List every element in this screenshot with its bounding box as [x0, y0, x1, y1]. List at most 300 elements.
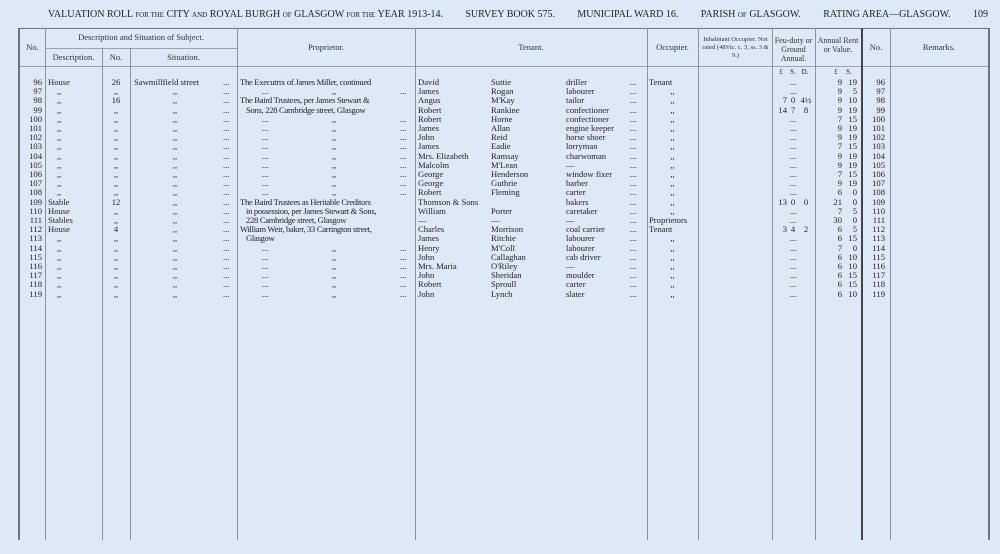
subject-description: ,,	[57, 159, 62, 170]
title-part: FOR THE	[135, 11, 165, 19]
proprietor: 228 Cambridge street, Glasgow	[246, 215, 347, 225]
situation-dots: ...	[223, 242, 230, 253]
occupier: Tenant	[649, 224, 673, 235]
tenant-surname: O'Riley	[491, 261, 518, 271]
tenant-occupation: lorryman	[566, 141, 598, 152]
situation-dots: ...	[223, 141, 230, 152]
rent-shillings: 0	[852, 215, 857, 225]
proprietor-dots: ...	[262, 159, 269, 170]
tenant-surname: M'Kay	[491, 95, 515, 106]
rent-shillings: 0	[852, 196, 857, 207]
tenant-first-name: James	[418, 233, 440, 244]
rent-pounds: 9	[837, 132, 842, 143]
proprietor-dots: ...	[262, 150, 269, 161]
subject-situation: ,,	[172, 95, 178, 106]
tenant-occupation: charwoman	[566, 150, 607, 161]
subject-description: ,,	[57, 86, 62, 97]
entry-no-right: 100	[872, 113, 885, 124]
tenant-occupation: horse shoer	[566, 132, 606, 143]
feu-pence: 0	[803, 196, 809, 207]
occupier: ,,	[670, 205, 675, 216]
tenant-first-name: James	[418, 123, 440, 133]
feu-pence: 2	[803, 224, 809, 235]
subject-situation: ,,	[172, 270, 178, 281]
tenant-occupation: slater	[566, 288, 585, 299]
rent-pounds: 9	[837, 95, 842, 106]
rent-shillings: 15	[848, 279, 857, 290]
tenant-dots: ...	[630, 178, 637, 189]
tenant-surname: Sproull	[491, 279, 517, 290]
tenant-occupation: driller	[566, 77, 587, 87]
rent-shillings: 19	[848, 150, 857, 161]
parish-label: PARISH	[700, 9, 736, 20]
tenant-surname: Rankine	[491, 104, 520, 115]
tenant-occupation: coal carrier	[566, 224, 605, 235]
subject-number: ,,	[113, 233, 119, 244]
rent-pounds: 6	[837, 270, 842, 281]
tenant-surname: M'Coll	[491, 242, 515, 253]
tenant-first-name: John	[418, 251, 435, 262]
proprietor: William Weir, baker, 33 Carrington street,	[240, 224, 372, 235]
occupier: ,,	[670, 233, 675, 244]
proprietor-ditto: ,,	[332, 169, 337, 179]
tenant-first-name: Henry	[418, 242, 440, 253]
col-divider	[815, 28, 816, 540]
col-header-desc-group: Description and Situation of Subject.	[78, 32, 204, 42]
occupier: ,,	[670, 288, 675, 299]
tenant-dots: ...	[630, 224, 637, 235]
tenant-surname: Eadie	[491, 141, 511, 152]
entry-no-right: 103	[872, 141, 885, 152]
tenant-dots: ...	[630, 150, 637, 161]
tenant-occupation: bakers	[566, 196, 589, 207]
subject-number: ,,	[113, 270, 119, 281]
tenant-dots: ...	[630, 288, 637, 299]
proprietor: in possession, per James Stewart & Sons,	[246, 205, 377, 216]
tenant-surname: Reid	[491, 132, 508, 143]
feu-pounds: 7	[782, 95, 787, 106]
situation-dots: ...	[223, 279, 230, 290]
tenant-dots: ...	[630, 77, 637, 87]
proprietor-dots: ...	[400, 150, 407, 161]
tenant-dots: ...	[630, 242, 637, 253]
municipal-ward: MUNICIPAL WARD 16.	[577, 9, 679, 20]
proprietor-dots: ...	[262, 261, 269, 271]
proprietor-dots: ...	[400, 279, 407, 290]
subject-number: 26	[111, 77, 121, 87]
rent-shillings: 10	[848, 261, 857, 271]
proprietor-dots: ...	[262, 242, 269, 253]
tenant-dots: ...	[630, 104, 637, 115]
proprietor-dots: ...	[400, 261, 407, 271]
col-header-no: No.	[26, 42, 39, 52]
occupier: ,,	[670, 270, 675, 281]
col-divider	[45, 28, 46, 540]
rent-shillings: 15	[848, 141, 857, 152]
entry-no: 102	[29, 132, 42, 143]
occupier: ,,	[670, 86, 675, 97]
subject-situation: ,,	[172, 215, 178, 225]
col-divider	[890, 28, 891, 540]
tenant-surname: Horne	[491, 113, 513, 124]
subject-description: ,,	[57, 150, 62, 161]
proprietor-dots: ...	[262, 288, 269, 299]
subject-situation: ,,	[172, 123, 178, 133]
rent-pounds: 6	[837, 279, 842, 290]
feu-duty: ...	[789, 123, 797, 133]
subject-description: Stable	[48, 196, 70, 207]
situation-dots: ...	[223, 205, 230, 216]
title-part: VALUATION ROLL	[48, 9, 133, 20]
proprietor-dots: ...	[262, 270, 269, 281]
subject-situation: ,,	[172, 104, 178, 115]
subject-number: ,,	[113, 288, 119, 299]
entry-no-right: 101	[872, 123, 885, 133]
tenant-dots: ...	[630, 113, 637, 124]
subject-description: House	[48, 205, 70, 216]
rent-pounds: 30	[833, 215, 842, 225]
situation-dots: ...	[223, 187, 230, 198]
feu-shillings: 4	[790, 224, 796, 235]
subject-number: ,,	[113, 215, 119, 225]
proprietor-dots: ...	[400, 113, 407, 124]
feu-duty: ...	[789, 77, 797, 87]
tenant-first-name: —	[418, 215, 427, 225]
situation-dots: ...	[223, 196, 230, 207]
col-header-no2: No.	[869, 42, 883, 52]
entry-no-right: 104	[872, 150, 885, 161]
tenant-dots: ...	[630, 205, 637, 216]
situation-dots: ...	[223, 77, 230, 87]
proprietor-dots: ...	[262, 187, 269, 198]
entry-no-right: 97	[876, 86, 885, 97]
proprietor-dots: ...	[400, 123, 407, 133]
subject-description: ,,	[57, 233, 62, 244]
entry-no: 100	[29, 113, 42, 124]
situation-dots: ...	[223, 288, 230, 299]
tenant-dots: ...	[630, 187, 637, 198]
subject-number: ,,	[113, 187, 119, 198]
feu-duty: ...	[789, 178, 797, 189]
subject-situation: ,,	[172, 159, 178, 170]
situation-dots: ...	[223, 132, 230, 143]
feu-duty: ...	[789, 159, 797, 170]
table-top-border	[18, 28, 990, 29]
proprietor-dots: ...	[262, 86, 269, 97]
feu-unit-pence: D.	[801, 68, 809, 76]
feu-duty: ...	[789, 205, 797, 216]
rent-pounds: 6	[837, 224, 842, 235]
subject-number: 4	[113, 224, 119, 235]
proprietor-ditto: ,,	[332, 270, 337, 281]
feu-unit-shillings: S.	[790, 68, 796, 76]
entry-no-right: 113	[872, 233, 885, 244]
rent-shillings: 15	[848, 113, 857, 124]
rent-pounds: 7	[837, 141, 842, 152]
subject-situation: ,,	[172, 205, 178, 216]
subject-number: 16	[111, 95, 121, 106]
rent-shillings: 15	[848, 270, 857, 281]
subject-situation: ,,	[172, 288, 178, 299]
subject-situation: Sawmillfield street	[134, 77, 200, 87]
occupier: ,,	[670, 95, 675, 106]
rent-shillings: 19	[848, 178, 857, 189]
tenant-surname: Morrison	[491, 224, 523, 235]
proprietor-dots: ...	[262, 169, 269, 179]
proprietor-dots: ...	[400, 242, 407, 253]
rent-shillings: 19	[848, 132, 857, 143]
tenant-first-name: Robert	[418, 279, 442, 290]
rent-pounds: 6	[837, 233, 842, 244]
tenant-surname: Ramsay	[491, 150, 519, 161]
proprietor: The Baird Trustees as Heritable Creditors	[240, 196, 371, 207]
subject-number: ,,	[113, 251, 119, 262]
feu-duty: ...	[789, 187, 797, 198]
subject-description: ,,	[57, 270, 62, 281]
occupier: ,,	[670, 279, 675, 290]
entry-no-right: 110	[872, 205, 885, 216]
rent-shillings: 15	[848, 169, 857, 179]
page-number: 109	[972, 9, 988, 20]
entry-no: 105	[29, 159, 42, 170]
col-header-occupier: Occupier.	[656, 42, 689, 52]
situation-dots: ...	[223, 224, 230, 235]
tenant-occupation: carter	[566, 187, 586, 198]
tenant-occupation: labourer	[566, 233, 595, 244]
col-divider	[698, 28, 699, 540]
subject-number: ,,	[113, 279, 119, 290]
tenant-dots: ...	[630, 279, 637, 290]
header-bottom-border	[18, 66, 990, 67]
subject-number: ,,	[113, 123, 119, 133]
subject-description: ,,	[57, 242, 62, 253]
occupier: ,,	[670, 178, 675, 189]
proprietor-dots: ...	[262, 132, 269, 143]
subject-description: Stables	[48, 215, 73, 225]
rent-pounds: 6	[837, 261, 842, 271]
feu-pence: 8	[803, 104, 809, 115]
rent-pounds: 7	[837, 205, 842, 216]
occupier: ,,	[670, 261, 675, 271]
entry-no-right: 109	[872, 196, 885, 207]
proprietor-ditto: ,,	[332, 187, 337, 198]
rent-pounds: 6	[837, 251, 842, 262]
subject-description: ,,	[57, 251, 62, 262]
tenant-first-name: Angus	[418, 95, 441, 106]
subject-situation: ,,	[172, 132, 178, 143]
subject-number: 12	[111, 196, 121, 207]
subject-situation: ,,	[172, 279, 178, 290]
rent-shillings: 19	[848, 123, 857, 133]
occupier: Proprietors	[649, 215, 688, 225]
parish-name: GLASGOW.	[749, 9, 801, 20]
entry-no-right: 116	[872, 261, 885, 271]
entry-no-right: 102	[872, 132, 885, 143]
entry-no-right: 112	[872, 224, 885, 235]
entry-no: 107	[29, 178, 42, 189]
feu-unit-pounds: £	[779, 68, 783, 76]
entry-no-right: 96	[876, 77, 885, 87]
proprietor-ditto: ,,	[332, 242, 337, 253]
tenant-occupation: cab driver	[566, 251, 601, 262]
occupier: ,,	[670, 123, 675, 133]
tenant-first-name: John	[418, 132, 435, 143]
tenant-surname: Suttie	[491, 77, 512, 87]
tenant-occupation: window fixer	[566, 169, 613, 179]
tenant-occupation: —	[566, 215, 575, 225]
proprietor-dots: ...	[400, 169, 407, 179]
tenant-surname: Lynch	[491, 288, 513, 299]
entry-no: 98	[33, 95, 42, 106]
entry-no: 104	[29, 150, 42, 161]
tenant-occupation: moulder	[566, 270, 595, 281]
entry-no-right: 98	[876, 95, 885, 106]
rent-shillings: 19	[848, 77, 857, 87]
feu-duty: ...	[789, 242, 797, 253]
entry-no: 117	[29, 270, 42, 281]
proprietor-dots: ...	[400, 270, 407, 281]
subject-number: ,,	[113, 261, 119, 271]
subject-description: ,,	[57, 113, 62, 124]
feu-duty: ...	[789, 279, 797, 290]
tenant-surname: Fleming	[491, 187, 520, 198]
tenant-occupation: barber	[566, 178, 588, 189]
tenant-dots: ...	[630, 196, 637, 207]
subject-situation: ,,	[172, 233, 178, 244]
tenant-occupation: labourer	[566, 86, 595, 97]
tenant-occupation: confectioner	[566, 113, 609, 124]
rent-unit-shillings: S.	[846, 68, 852, 76]
title-part: OF	[282, 11, 292, 19]
proprietor-dots: ...	[262, 251, 269, 262]
entry-no: 111	[29, 215, 42, 225]
tenant-first-name: William	[418, 205, 446, 216]
col-divider	[415, 28, 416, 540]
situation-dots: ...	[223, 113, 230, 124]
tenant-first-name: Charles	[418, 224, 445, 235]
situation-dots: ...	[223, 178, 230, 189]
col-header-feu: Feu-duty or Ground Annual.	[774, 36, 813, 63]
proprietor-dots: ...	[400, 141, 407, 152]
occupier: ,,	[670, 251, 675, 262]
proprietor-ditto: ,,	[332, 150, 337, 161]
tenant-surname: Rogan	[491, 86, 514, 97]
tenant-surname: Henderson	[491, 169, 529, 179]
proprietor-dots: ...	[400, 86, 407, 97]
subject-description: ,,	[57, 95, 62, 106]
occupier: ,,	[670, 113, 675, 124]
rent-shillings: 19	[848, 104, 857, 115]
rent-shillings: 0	[852, 242, 857, 253]
tenant-dots: ...	[630, 123, 637, 133]
situation-dots: ...	[223, 86, 230, 97]
col-header-rent: Annual Rent or Value.	[817, 36, 859, 54]
subject-situation: ,,	[172, 150, 178, 161]
parish	[701, 9, 801, 20]
tenant-occupation: —	[566, 261, 575, 271]
rent-pounds: 6	[837, 288, 842, 299]
rent-shillings: 19	[848, 159, 857, 170]
subject-number: ,,	[113, 150, 119, 161]
feu-shillings: 0	[790, 196, 796, 207]
tenant-surname: Porter	[491, 205, 513, 216]
subject-number: ,,	[113, 141, 119, 152]
rating-area: RATING AREA—GLASGOW.	[823, 9, 951, 20]
occupier: ,,	[670, 150, 675, 161]
entry-no-right: 117	[872, 270, 885, 281]
proprietor-ditto: ,,	[332, 132, 337, 143]
rent-pounds: 9	[837, 77, 842, 87]
tenant-first-name: David	[418, 77, 440, 87]
roll-title	[48, 9, 443, 20]
rent-shillings: 5	[852, 205, 857, 216]
feu-shillings: 7	[790, 104, 796, 115]
col-divider	[237, 28, 238, 540]
feu-duty: ...	[789, 288, 797, 299]
situation-dots: ...	[223, 123, 230, 133]
tenant-surname: —	[491, 215, 500, 225]
proprietor-dots: ...	[262, 178, 269, 189]
rent-shillings: 0	[852, 187, 857, 198]
tenant-surname: M'Lean	[491, 159, 518, 170]
proprietor-ditto: ,,	[332, 113, 337, 124]
feu-duty: ...	[789, 169, 797, 179]
subject-situation: ,,	[172, 251, 178, 262]
entry-no: 108	[29, 187, 42, 198]
survey-book: SURVEY BOOK 575.	[465, 9, 556, 20]
entry-no-right: 115	[872, 251, 885, 262]
situation-dots: ...	[223, 150, 230, 161]
proprietor-dots: ...	[262, 279, 269, 290]
occupier: ,,	[670, 141, 675, 152]
tenant-surname: Guthrie	[491, 178, 518, 189]
tenant-first-name: James	[418, 86, 440, 97]
proprietor-ditto: ,,	[332, 288, 337, 299]
situation-dots: ...	[223, 251, 230, 262]
subject-number: ,,	[113, 169, 119, 179]
tenant-surname: Callaghan	[491, 251, 526, 262]
entry-no-right: 105	[872, 159, 885, 170]
col-header-inhabitant: Inhabitant Occupier. Not rated (48Vic. c. 3, ss. 3 & 9.)	[702, 36, 769, 59]
entry-no-right: 119	[872, 288, 885, 299]
tenant-dots: ...	[630, 141, 637, 152]
subject-description: House	[48, 77, 70, 87]
situation-dots: ...	[223, 215, 230, 225]
tenant-dots: ...	[630, 132, 637, 143]
rent-pounds: 7	[837, 113, 842, 124]
subject-number: ,,	[113, 242, 119, 253]
rent-shillings: 10	[848, 95, 857, 106]
subject-situation: ,,	[172, 113, 178, 124]
feu-pounds: 13	[778, 196, 787, 207]
subject-number: ,,	[113, 86, 119, 97]
tenant-dots: ...	[630, 233, 637, 244]
tenant-occupation: —	[566, 159, 575, 170]
rent-pounds: 9	[837, 159, 842, 170]
tenant-occupation: engine keeper	[566, 123, 614, 133]
page-header	[48, 9, 988, 20]
tenant-first-name: John	[418, 288, 435, 299]
subject-situation: ,,	[172, 196, 178, 207]
occupier: ,,	[670, 104, 675, 115]
entry-no: 106	[29, 169, 42, 179]
situation-dots: ...	[223, 261, 230, 271]
entry-no-right: 118	[872, 279, 885, 290]
entry-no-right: 108	[872, 187, 885, 198]
subheader-border	[45, 48, 237, 49]
feu-duty: ...	[789, 215, 797, 225]
proprietor-dots: ...	[262, 113, 269, 124]
